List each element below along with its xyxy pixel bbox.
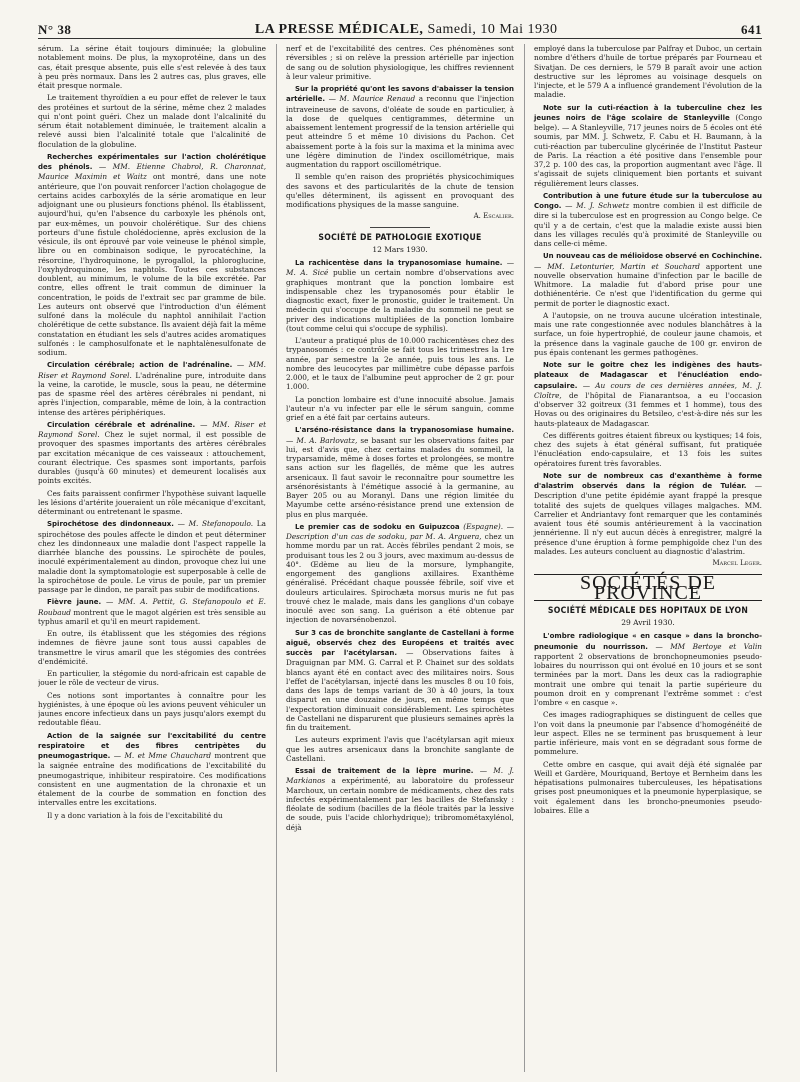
communication-arseno-resistance — [286, 425, 514, 519]
communication-authors: — MM. Etienne Chabrol, R. Charonnat, Maurice Maximin et Waitz — [38, 162, 266, 182]
signature: Marcel Leger. — [712, 559, 762, 567]
communication-authors: — MM. Letonturier, Martin et Souchard — [534, 261, 700, 271]
communication-bronchite — [286, 628, 514, 733]
communication-title: Circulation cérébrale et adrénaline. — [47, 420, 196, 429]
communication-authors: — M. Maurice Renaud — [328, 94, 416, 104]
communication-title: Le premier cas de sodoku en Guipuzcoa — [295, 522, 460, 531]
communication-text: a reconnu que l'injection intraveineuse de savons, d'oléate de soude en particulier, à la dose de quelques centigrammes, détermine un abaissement lentement progressif de la tension artérielle qui peut atteindre 5 et même 10 divisions du Pachon. Cet abaissement porte à la fois sur la maxima et la minima avec une légère diminution de l'index oscillométrique, mais augmentation du rapport oscillométrique. — [286, 94, 514, 169]
column-2 — [276, 44, 514, 1072]
communication-text: montre combien il est difficile de dire si la tuberculose est en progression au Congo belge. Ce qu'il y a de certain, c'est que la maladie existe aussi bien dans les villages reculés qu'à proximité de Stanleyville ou dans celle-ci même. — [534, 201, 762, 248]
column-1 — [38, 44, 266, 1072]
communication-authors: — M. et Mme Chauchard — [113, 751, 212, 760]
paragraph: La ponction lombaire est d'une innocuité absolue. Jamais l'auteur n'a vu infecter par elle le sérum sanguin, comme grief en a été fait par certains auteurs. — [286, 394, 514, 422]
society-heading: SOCIÉTÉ DE PATHOLOGIE EXOTIQUE — [318, 232, 482, 243]
communication-spirochetose — [38, 519, 266, 594]
paragraph: Il semble qu'en raison des propriétés physicochimiques des savons et des particularités de la chute de tension qu'elles déterminent, ils agissent en provoquant des modifications physiques de la masse sanguine. — [286, 172, 514, 209]
paragraph: Ces faits paraissent confirmer l'hypothèse suivant laquelle les lésions d'artérite joueraient un rôle mécanique d'excitant, déterminant ou entretenant le spasme. — [38, 488, 266, 516]
communication-text: se basant sur les observations faites par lui, est d'avis que, chez certains malades du sommeil, la tryparsamide, même à doses fortes et prolongées, se montre sans action sur les flagellés, de même que les autres arsenicaux. Il faut savoir le reconnaître pour soumettre les arsénorésistants à l'émétique associé à la germanine, au Bayer 205 ou au Moranyl. Dans une région limitée du Mayumbe cette arséno-résistance prend une extension de plus en plus marquée. — [286, 435, 514, 519]
divider — [370, 227, 430, 228]
communication-authors: — M. J. Schwetz — [565, 201, 630, 210]
paragraph: Le traitement thyroïdien a eu pour effet de relever le taux des protéines et surtout de la sérine, même chez 2 malades qui n'ont point guéri. Chez un malade dont l'alcalinité du sérum était notablement diminuée, le traitement alcalin a relevé aussi bien l'alcalinité totale que l'alcalinité de floculation de la globuline. — [38, 93, 266, 149]
paragraph: Il y a donc variation à la fois de l'excitabilité du — [47, 810, 223, 820]
paragraph: En outre, ils établissent que les stégomies des régions indemnes de fièvre jaune sont tous aussi capables de transmettre le virus amaril que les stégomies des contrées d'endémicité. — [38, 629, 266, 666]
communication-fievre-jaune — [38, 597, 266, 626]
communication-authors: (Espagne). — Description d'un cas de sodoku, par M. A. Arguera, — [286, 521, 514, 541]
running-head — [38, 20, 762, 39]
communication-title: L'ombre radiologique « en casque » dans la broncho-pneumonie du nourrisson. — [534, 632, 762, 651]
communication-text: de l'hôpital de Fianarantsoa, a eu l'occasion d'observer 32 goitreux (31 femmes et 1 homme), tous des Hovas ou des originaires du Betsileo, c'est-à-dire nés sur les hauts-plateaux de Madagascar. — [534, 390, 762, 428]
communication-authors: — MM. A. Pettit, G. Stefanopoulo et E. Roubaud — [38, 597, 266, 617]
communication-title: Sur 3 cas de bronchite sanglante de Castellani à forme aiguë, observés chez des Européens et traités avec succès par l'acétylarsan. — [286, 628, 514, 657]
communication-title: Spirochétose des dindonneaux. — [47, 520, 174, 529]
communication-text: — Description d'une petite épidémie ayant frappé la presque totalité des sujets de quelques villages malgaches. MM. Carrelier et Andriantavy font remarquer que les contaminés avaient tous été soumis antérieurement à la vaccination jennérienne. Il n'y eut aucun décès à enregistrer, malgré la présence d'une éruption à forme pemphigoïde chez l'un des malades. Les auteurs concluent au diagnostic d'alastrim. — [534, 481, 762, 556]
communication-text: montrent que la saignée entraîne des modifications de l'excitabilité du pneumogastrique, inhibiteur respiratoire. Ces modifications consistent en une augmentation de la chronaxie et un étalement de la courbe de sommation en fonction des intervalles entre les excitations. — [38, 751, 266, 808]
communication-authors: — M. Stefanopoulo. — [177, 519, 254, 529]
paragraph: A l'autopsie, on ne trouva aucune ulcération intestinale, mais une rate congestionnée avec nodules blanchâtres à la surface, un foie hypertrophié, de couleur jaune chamois, et la présence dans la vaginale gauche de 100 gr. environ de pus épais contenant les germes pathogènes. — [534, 310, 762, 357]
communication-authors: — MM. Riser et Raymond Sorel. — [38, 419, 266, 439]
signature: A. Escalier. — [473, 212, 514, 221]
issue-number: N° 38 — [38, 22, 72, 37]
paragraph: Ces différents goitres étaient fibreux ou kystiques; 14 fois, chez des sujets à état général suffisant, fut pratiquée l'énucléation endo-capsulaire, et 13 fois les suites opératoires furent très favorables. — [534, 430, 762, 468]
communication-title: L'arséno-résistance dans la trypanosomiase humaine. — [295, 426, 514, 435]
communication-authors: — M. A. Sicé — [286, 258, 514, 278]
communication-lepre — [286, 766, 514, 832]
communication-title: Note sur de nombreux cas d'exanthème à forme d'alastrim observés dans la région de Tuléar. — [534, 471, 762, 490]
communication-ombre-casque — [534, 631, 762, 707]
issue-date: Samedi, 10 Mai 1930 — [427, 22, 558, 37]
communication-text: L'adrénaline pure, introduite dans la veine, la carotide, le muscle, sous la peau, ne détermine pas de spasme réel des artères cérébrales ni pendant, ni après l'injection, comparable, même de loin, à la contraction intense des artères périphériques. — [38, 370, 266, 417]
communication-phenols — [38, 152, 266, 358]
communication-title: Contribution à une future étude sur la tuberculose au Congo. — [534, 191, 762, 210]
communication-title: Un nouveau cas de mélioïdose observé en Cochinchine. — [543, 252, 762, 261]
communication-title: Note sur la cuti-réaction à la tuberculine chez les jeunes noirs de l'âge scolaire de Stanleyville — [534, 103, 762, 122]
paragraph: Cette ombre en casque, qui avait déjà été signalée par Weill et Gardère, Mouriquand, Bertoye et Bernheim dans les hépatisations pulmonaires tuberculeuses, les hépatisations grises post pneumoniques et la pneumonie hyperplasique, se voit également dans les broncho-pneumonies pseudo-lobaires. Elle a — [534, 759, 762, 815]
communication-title: Recherches expérimentales sur l'action cholérétique des phénols. — [38, 152, 266, 171]
communication-title: Action de la saignée sur l'excitabilité du centre respiratoire et des fibres centripètes du pneumogastrique. — [38, 731, 266, 760]
session-date: 12 Mars 1930. — [372, 244, 428, 254]
page-number: 641 — [740, 22, 762, 37]
paragraph: Ces images radiographiques se distinguent de celles que l'on voit dans la pneumonie par l'absence d'homogénéité de leur aspect. Elles ne se terminent pas brusquement à leur partie inférieure, mais vont en se dégradant sous forme de pommelure. — [534, 710, 762, 757]
column-3 — [524, 44, 762, 1072]
communication-adrenaline-2 — [38, 420, 266, 486]
paragraph: En particulier, la stégomie du nord-africain est capable de jouer le rôle de vecteur de virus. — [38, 669, 266, 688]
communication-text: publie un certain nombre d'observations avec graphiques montrant que la ponction lombaire est indispensable chez les trypanosomés pour établir le diagnostic exact, fixer le pronostic, guider le traitement. Un médecin qui s'occupe de la maladie du sommeil ne peut se priver des indications multipliées de la ponction lombaire (tout comme celui qui s'occupe de syphilis). — [286, 268, 514, 333]
paragraph: employé dans la tuberculose par Palfray et Duboc, un certain nombre d'éthers d'huile de tortue préparés par Fourneau et Sivatjan. De ces derniers, le 579 B paraît avoir une action destructive sur les lépromes au voisinage desquels on l'injecte, et le 579 A a influencé grandement l'évolution de la maladie. — [534, 44, 762, 100]
paragraph: nerf et de l'excitabilité des centres. Ces phénomènes sont réversibles ; si on relève la pression artérielle par injection de sang ou de solution physiologique, les chiffres reviennent à leur valeur primitive. — [286, 44, 514, 81]
communication-title: Essai de traitement de la lèpre murine. — [295, 767, 474, 775]
communication-savons — [286, 84, 514, 169]
section-heading: SOCIÉTÉS DE PROVINCE — [534, 574, 762, 601]
communication-text: apportent une nouvelle observation humaine d'infection par le bacille de Whitmore. La maladie fut d'abord prise pour une dothiénentérie. Ce n'est que l'identification du germe qui permit de porter le diagnostic exact. — [534, 261, 762, 308]
communication-text: La spirochétose des poules affecte le dindon et peut déterminer chez les dindonneaux une maladie dont l'aspect rappelle la diarrhée blanche des poussins. Le spirochète de poules, inoculé expérimentalement au dindon, provoque chez lui une maladie dont la symptomatologie est superposable à celle de la spirochétose de poule. Le virus de poule, par un premier passage par le dindon, ne paraît pas subir de modifications. — [38, 519, 266, 594]
communication-title: Sur la propriété qu'ont les savons d'abaisser la tension artérielle. — [286, 85, 514, 104]
paragraph: L'auteur a pratiqué plus de 10.000 rachicentèses chez des trypanosomés : ce contrôle se fait tous les trimestres la 1re année, par semestre la 2e année, puis tous les ans. Le nombre des leucocytes par millimètre cube dépasse parfois 2.000, et le taux de l'albumine peut approcher de 2 gr. pour 1.000. — [286, 336, 514, 392]
communication-authors: — M. A. Barlovatz, — [286, 435, 358, 445]
communication-text: rapportent 2 observations de bronchopneumonies pseudo-lobaires du nourrisson qui ont évolué en 10 jours et se sont terminées par la mort. Dans les deux cas la radiographie montrait une ombre qui tenait la partie supérieure du poumon droit en y comprenant l'extrême sommet : c'est l'ombre « en casque ». — [534, 651, 762, 707]
communication-adrenaline-1 — [38, 360, 266, 417]
communication-text: Chez le sujet normal, il est possible de provoquer des spasmes importants des artères cérébrales par excitation mécanique de ces vaisseaux : attouchement, courant électrique. Ces spasmes sont importants, parfois durables (jusqu'à 60 minutes) et demeurent localisés aux points excités. — [38, 430, 266, 486]
communication-alastrim — [534, 471, 762, 556]
communication-text: a expérimenté, au laboratoire du professeur Marchoux, un certain nombre de médicaments, chez des rats infectés expérimentalement par les bacilles de Stefansky : fléolate de sodium (bacilles de la fléole traités par la lessive de soude, puis l'acide chlorhydrique); tribromométaxylénol, déjà — [286, 776, 514, 832]
paragraph: sérum. La sérine était toujours diminuée; la globuline notablement moins. De plus, la myxoprotéine, dans un des cas, était presque absente, puis elle s'est relevée à des taux à peu près normaux. Dans les 2 autres cas, plus graves, elle était presque normale. — [38, 44, 266, 90]
communication-rachicentese — [286, 258, 514, 333]
communication-title: Circulation cérébrale; action de l'adrénaline. — [47, 361, 233, 370]
communication-authors: — Au cours de ces dernières années, M. J. Cloître, — [534, 380, 762, 400]
communication-text: — Observations faites à Draguignan par MM. G. Carral et P. Chainet sur des soldats blancs ayant été en contact avec des militaires noirs. Sous l'effet de l'acétylarsan, injecté dans les muscles 8 ou 10 fois, dans des laps de temps variant de 30 à 40 jours, la toux disparut en une douzaine de jours, en même temps que l'expectoration diminuait considérablement. Les spirochètes de Castellani ne disparurent que plusieurs semaines après la fin du traitement. — [286, 648, 514, 732]
communication-authors: — MM Bertoye et Valin — [655, 641, 762, 651]
communication-title: La rachicentèse dans la trypanosomiase humaine. — [295, 259, 503, 267]
paragraph: Ces notions sont importantes à connaître pour les hygiénistes, à une époque où les avions peuvent véhiculer un jaunes encore infectieux dans un pays jusqu'alors exempt du redoutable fléau. — [38, 690, 266, 728]
article-columns — [38, 44, 762, 1072]
communication-authors: — MM. Riser et Raymond Sorel. — [38, 360, 266, 380]
communication-text: ont montré, dans une note antérieure, que l'on pouvait renforcer l'action cholagogue de certains acides carboxylés de la série aromatique en leur adjoignant une ou plusieurs fonctions phénol. Ils établissent, aujourd'hui, qu'en l'absence du carboxyle les phénols ont, par eux-mêmes, un pouvoir cholérétique. Sur des chiens porteurs d'une fistule cholédocienne, après exclusion de la vésicule, ils ont éprouvé par voie veineuse le phénol simple, libre ou en combinaison sodique, le pyrocatéchine, la résorcine, l'hydroquinone, le pyrogallol, la phloroglucine, l'oxyhydroquinone, les naphtols. Toutes ces substances doublent, au minimum, le volume de la bile excrétée. Par contre, elles offrent le trait commun de diminuer la concentration, le poids de l'extrait sec par gramme de bile. Les auteurs ont observé que l'introduction d'un élément sulfoné dans la molécule du naphtol annihilait l'action cholérétique de cette substance. Ils avaient déjà fait la même constatation en étudiant les sels d'autres acides aromatiques sulfonés : le camphosulfonate et le naphtalènesulfonate de sodium. — [38, 172, 266, 357]
communication-goitre — [534, 360, 762, 428]
journal-title-line — [255, 22, 558, 38]
communication-title: Fièvre jaune. — [47, 598, 102, 607]
communication-cuti-reaction — [534, 103, 762, 188]
session-date: 29 Avril 1930. — [621, 618, 675, 627]
communication-text: chez un homme mordu par un rat. Accès fébriles pendant 2 mois, se produisant tous les 2 ou 3 jours, avec maximum au-dessus de 40°. Œdème au lieu de la morsure, lymphangite, engorgement des ganglions axillaires. Exanthème généralisé. Précédant chaque poussée fébrile, soif vive et douleurs articulaires. Spirochæta morsus muris ne fut pas trouvé chez le malade, mais dans les ganglions d'un cobaye inoculé avec son sang. La guérison a été obtenue par injection de novarsénobenzol. — [286, 532, 514, 625]
society-heading: SOCIÉTÉ MÉDICALE DES HOPITAUX DE LYON — [547, 605, 749, 616]
communication-authors: — M. J. Markianos — [286, 766, 514, 786]
paragraph: Les auteurs expriment l'avis que l'acétylarsan agit mieux que les autres arsenicaux dans la bronchite sanglante de Castellani. — [286, 735, 514, 763]
communication-melioidose — [534, 251, 762, 308]
communication-tuberculose-congo — [534, 191, 762, 249]
communication-saignee — [38, 731, 266, 808]
communication-sodoku — [286, 522, 514, 625]
journal-name: LA PRESSE MÉDICALE, — [254, 22, 424, 37]
communication-text: (Congo belge). — A Stanleyville, 717 jeunes noirs de 5 écoles ont été soumis, par MM. J. Schwetz, F. Cabu et H. Baumann, à la cuti-réaction par tuberculine glycérinée de l'Institut Pasteur de Paris. La réaction a été positive dans l'ensemble pour 37,2 p. 100 des cas, la proportion augmentant avec l'âge. Il s'agissait de sujets cliniquement bien portants et suivant régulièrement leurs classes. — [534, 112, 762, 188]
communication-title: Note sur le goitre chez les indigènes des hauts-plateaux de Madagascar et l'énucléation endo-capsulaire. — [534, 361, 762, 390]
communication-text: montrent que le magot algérien est très sensible au typhus amaril et qu'il en meurt rapidement. — [38, 607, 266, 626]
